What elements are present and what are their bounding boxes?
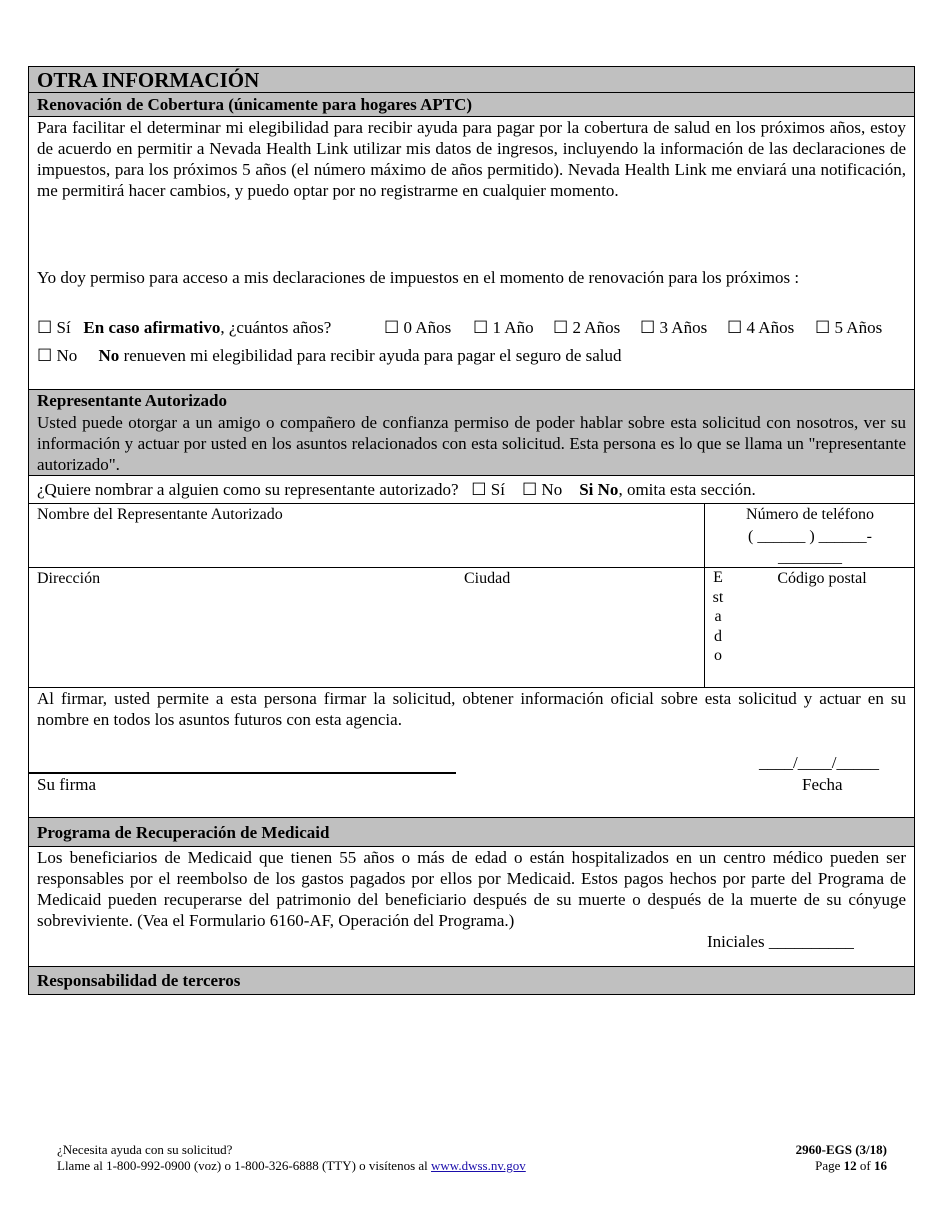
state-label-char: E bbox=[713, 569, 723, 586]
zip-label: Código postal bbox=[777, 570, 867, 587]
city-label: Ciudad bbox=[464, 570, 511, 587]
page-of: of bbox=[856, 1158, 874, 1173]
page-prefix: Page bbox=[815, 1158, 844, 1173]
address-row bbox=[29, 568, 914, 688]
representative-question-row bbox=[29, 476, 914, 504]
signature-label: Su firma bbox=[37, 775, 97, 794]
renewal-no-checkbox[interactable]: ☐ No bbox=[37, 346, 78, 365]
renewal-heading: Renovación de Cobertura (únicamente para hogares APTC) bbox=[29, 93, 914, 117]
state-label-char: d bbox=[714, 627, 722, 645]
state-label bbox=[705, 568, 731, 666]
renewal-paragraph: Para facilitar el determinar mi elegibilidad para recibir ayuda para pagar por la cobertura de salud en los próximos años, estoy de acuerdo en permitir a Nevada Health Link utilizar mis datos de ingresos, incluyendo la información de las declaraciones de impuestos, para los próximos 5 años (el número máximo de años permitido). Nevada Health Link me enviará una notificación, me permitirá hacer cambios, y puedo optar por no registrarme en cualquier momento. bbox=[37, 118, 906, 200]
initials-field[interactable]: Iniciales __________ bbox=[707, 932, 854, 951]
representative-question: ¿Quiere nombrar a alguien como su representante autorizado? bbox=[37, 480, 459, 499]
footer-help bbox=[57, 1142, 526, 1174]
help-call-text: Llame al 1-800-992-0900 (voz) o 1-800-326-6888 (TTY) o visítenos al bbox=[57, 1158, 432, 1173]
phone-field-line2[interactable]: ________ bbox=[778, 549, 842, 566]
year-option[interactable]: ☐ 2 Años bbox=[553, 318, 621, 337]
name-label: Nombre del Representante Autorizado bbox=[37, 506, 283, 523]
other-information-form bbox=[28, 66, 915, 995]
page-number bbox=[796, 1158, 887, 1174]
sign-paragraph: Al firmar, usted permite a esta persona firmar la solicitud, obtener información oficial sobre esta solicitud y actuar en su nombre en todos los asuntos futuros con esta agencia. bbox=[37, 689, 906, 729]
year-option[interactable]: ☐ 4 Años bbox=[727, 318, 795, 337]
date-label: Fecha bbox=[802, 775, 843, 794]
representative-yes-checkbox[interactable]: ☐ Sí bbox=[471, 480, 505, 499]
state-label-char: o bbox=[714, 647, 722, 664]
renewal-no-text: renueven mi elegibilidad para recibir ayuda para pagar el seguro de salud bbox=[119, 346, 622, 365]
page-current: 12 bbox=[843, 1158, 857, 1173]
section-title: OTRA INFORMACIÓN bbox=[29, 67, 914, 93]
phone-label: Número de teléfono bbox=[746, 506, 874, 523]
renewal-yes-bold: En caso afirmativo bbox=[83, 318, 221, 337]
renewal-section bbox=[29, 117, 914, 390]
page-total: 16 bbox=[874, 1158, 887, 1173]
footer-form-info bbox=[796, 1142, 887, 1174]
representative-intro bbox=[29, 390, 914, 476]
skip-bold: Si No bbox=[579, 480, 619, 499]
date-field[interactable]: ____/____/_____ bbox=[759, 753, 879, 772]
address-label: Dirección bbox=[37, 570, 101, 587]
website-link[interactable]: www.dwss.nv.gov bbox=[431, 1158, 526, 1173]
medicaid-paragraph: Los beneficiarios de Medicaid que tienen 55 años o más de edad o están hospitalizados en un centro médico pueden ser responsables por el reembolso de los gastos pagados por ellos por Medicaid. Estos pagos hechos por parte del Programa de Medicaid pueden recuperarse del patrimonio del beneficiario después de su muerte o después de la muerte de su cónyuge sobreviviente. (Vea el Formulario 6160-AF, Operación del Programa.) bbox=[37, 848, 906, 930]
help-question: ¿Necesita ayuda con su solicitud? bbox=[57, 1142, 233, 1157]
skip-text: , omita esta sección. bbox=[618, 480, 756, 499]
medicaid-heading: Programa de Recuperación de Medicaid bbox=[29, 818, 914, 847]
year-option[interactable]: ☐ 0 Años bbox=[384, 318, 452, 337]
state-label-char: a bbox=[714, 608, 722, 625]
permission-text: Yo doy permiso para acceso a mis declaraciones de impuestos en el momento de renovación para los próximos : bbox=[37, 268, 800, 287]
renewal-yes-checkbox[interactable]: ☐ Sí bbox=[37, 318, 71, 337]
renewal-yes-question: , ¿cuántos años? bbox=[220, 318, 332, 337]
form-code: 2960-EGS (3/18) bbox=[795, 1142, 887, 1157]
signature-block bbox=[29, 688, 914, 818]
representative-heading: Representante Autorizado bbox=[37, 391, 227, 410]
name-phone-row bbox=[29, 504, 914, 568]
state-label-char: st bbox=[712, 588, 724, 606]
representative-paragraph: Usted puede otorgar a un amigo o compañero de confianza permiso de poder hablar sobre esta solicitud con nosotros, ver su información y actuar por usted en los asuntos relacionados con esta solicitud. Esta persona es lo que se llama un "representante autorizado". bbox=[37, 413, 906, 474]
year-option[interactable]: ☐ 3 Años bbox=[640, 318, 708, 337]
year-option[interactable]: ☐ 5 Años bbox=[815, 318, 883, 337]
phone-field-line1[interactable]: ( ______ ) ______- bbox=[748, 528, 872, 545]
third-party-heading: Responsabilidad de terceros bbox=[29, 967, 914, 994]
representative-no-checkbox[interactable]: ☐ No bbox=[521, 480, 563, 499]
help-call-line bbox=[57, 1158, 526, 1174]
year-option[interactable]: ☐ 1 Año bbox=[473, 318, 534, 337]
renewal-no-bold: No bbox=[98, 346, 120, 365]
medicaid-section bbox=[29, 847, 914, 967]
renewal-no-row bbox=[37, 345, 622, 366]
